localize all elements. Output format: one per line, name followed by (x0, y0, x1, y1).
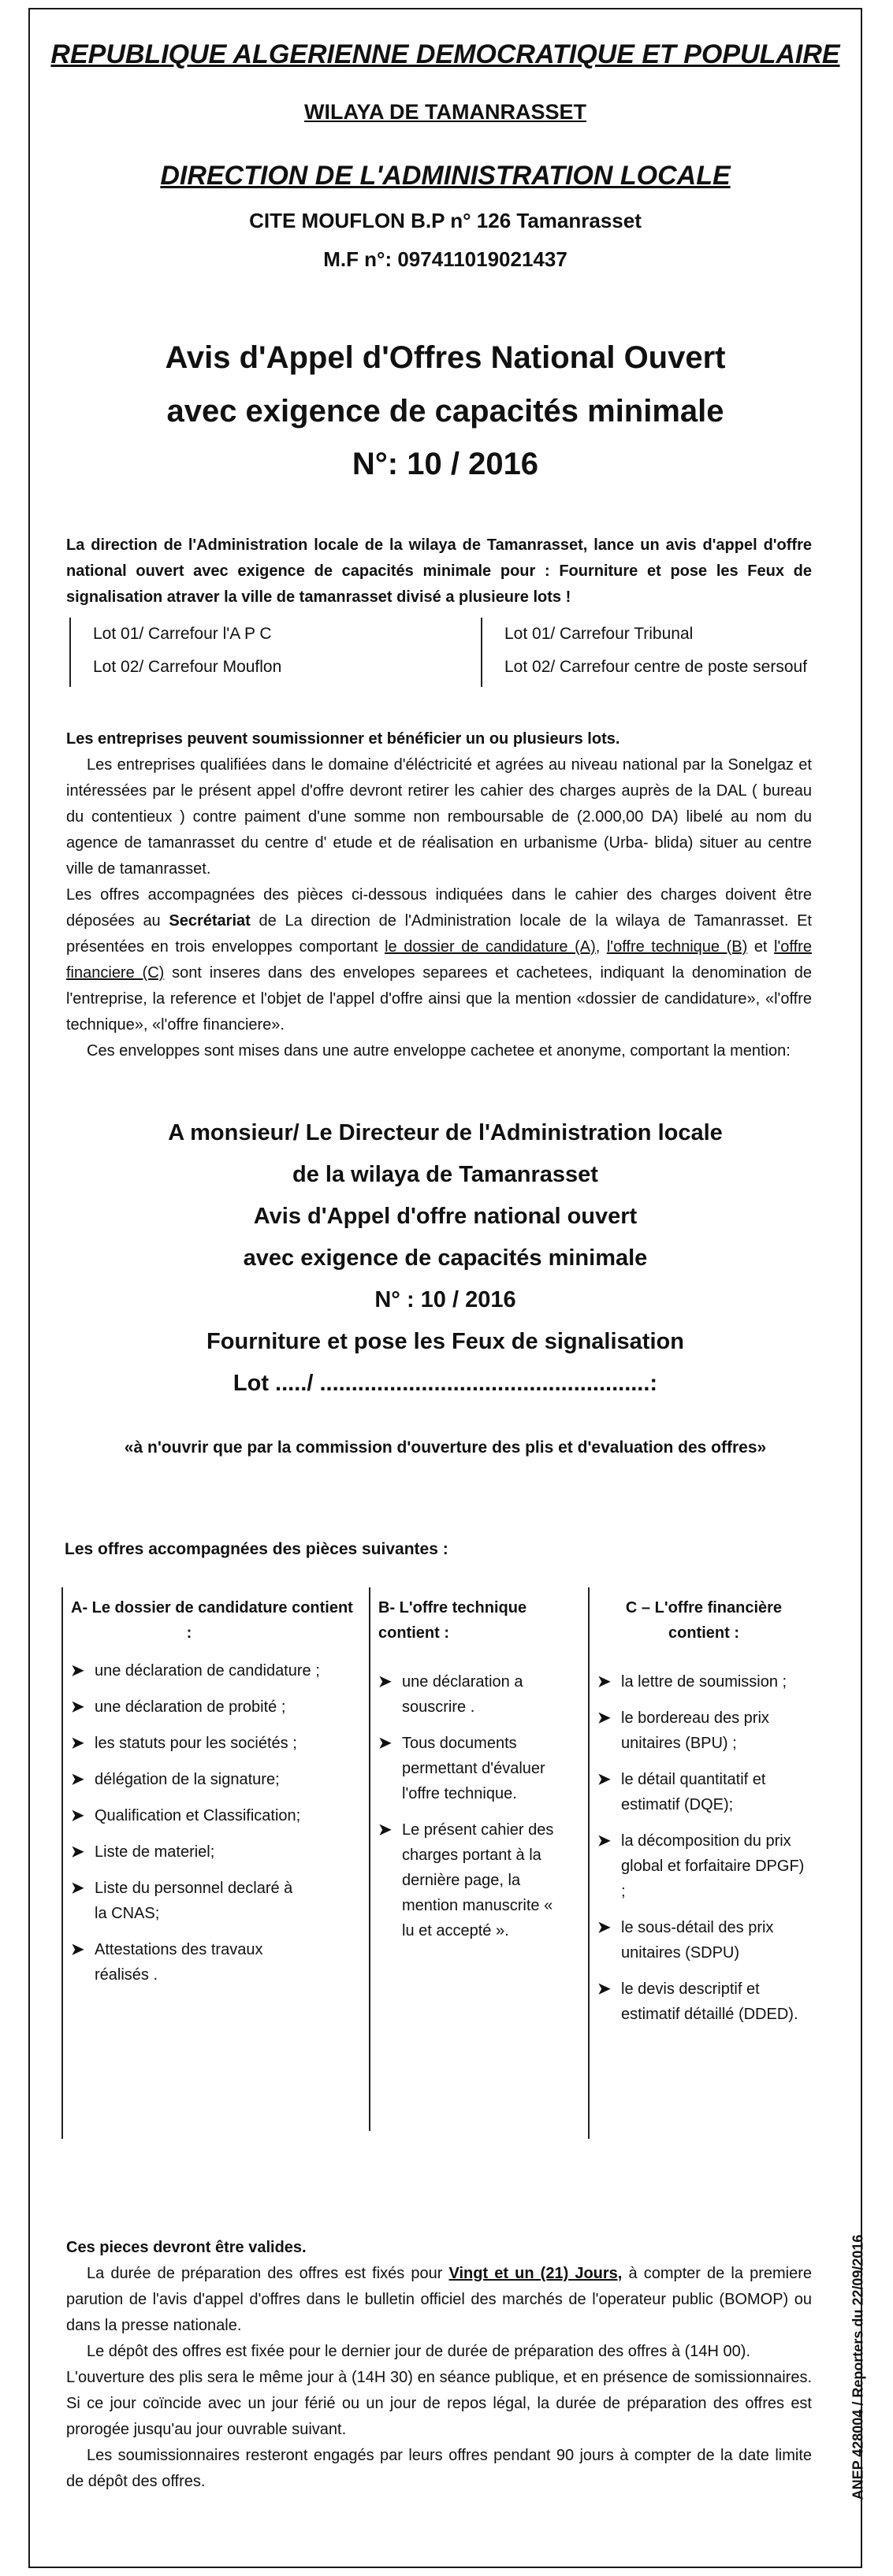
lot-item: Lot 02/ Carrefour centre de poste sersouf (504, 658, 808, 676)
arrow-bullet-icon: ➤ (597, 1771, 611, 1788)
column-a: A- Le dossier de candidature contient : ➤ une déclaration de candidature ; ➤ une déclaration de probité ; ➤ les statuts pour les sociétés ; ➤ délégation de la signature; ➤ Qualification et Classification; ➤ Liste de materiel; ➤ Liste du personnel declaré à la CNAS; ➤ Attestations des travaux réalisés . (71, 1595, 361, 1999)
list-item: ➤ une déclaration de candidature ; (71, 1658, 361, 1683)
side-note: ANEP 428004 / Reporters du 22/09/2016 (850, 2234, 866, 2500)
arrow-bullet-icon: ➤ (71, 1941, 84, 1958)
column-a-list (71, 1658, 361, 1988)
column-b-title: B- L'offre technique contient : (378, 1599, 527, 1642)
list-item: ➤ délégation de la signature; (71, 1767, 361, 1792)
lots-left (69, 618, 424, 687)
address-block-line: N° : 10 / 2016 (374, 1287, 516, 1312)
intro-paragraph (66, 533, 812, 611)
divider (61, 1587, 63, 2139)
notice-frame (28, 8, 862, 2568)
direction-heading: DIRECTION DE L'ADMINISTRATION LOCALE (160, 161, 731, 191)
republic-heading: REPUBLIQUE ALGERIENNE DEMOCRATIQUE ET POPULAIRE (50, 39, 840, 69)
intro-text: La direction de l'Administration locale de la wilaya de Tamanrasset, lance un avis d'appel d'offre national ouvert avec exigence de capacités minimale pour : Fourniture et pose les Feux de signalisation atraver la ville de tamanrasset divisé a plusieure lots ! (66, 536, 812, 606)
list-item: ➤ le sous-détail des prix unitaires (SDPU) (597, 1915, 802, 1965)
arrow-bullet-icon: ➤ (597, 1709, 611, 1727)
list-item: ➤ Liste de materiel; (71, 1839, 361, 1865)
notice-number: N°: 10 / 2016 (352, 447, 539, 481)
footer-block (66, 2235, 812, 2495)
arrow-bullet-icon: ➤ (597, 1832, 611, 1850)
address-block-line: Avis d'Appel d'offre national ouvert (253, 1204, 638, 1229)
column-b-list (378, 1669, 582, 1943)
arrow-bullet-icon: ➤ (71, 1807, 84, 1824)
address-block-line: Fourniture et pose les Feux de signalisation (207, 1329, 684, 1354)
divider (369, 1587, 370, 2131)
arrow-bullet-icon: ➤ (597, 1919, 611, 1936)
opening-paragraph: L'ouverture des plis sera le même jour à (14H 30) en séance publique, et en présence de somissionnaires. Si ce jour coïncide avec un jour férié ou un jour de repos légal, la durée de préparation des offres est prorogée jusqu'au jour ouvrable suivant. (66, 2369, 812, 2438)
eligibility-paragraph: Les entreprises qualifiées dans le domaine d'éléctricité et agrées au niveau national par la Sonelgaz et intéressées par le présent appel d'offre devront retirer les cahier des charges auprès de la DAL ( bureau du contentieux ) contre paiment d'une somme non remboursable de (2.000,00 DA) libelé au nom du agence de tamanrasset du centre d' etude et de réalisation en urbanisme (Urba- blida) situer au centre ville de tamanrasset. (66, 756, 812, 878)
list-item: ➤ la décomposition du prix global et forfaitaire DPGF) ; (597, 1828, 810, 1904)
column-c-list (597, 1669, 848, 2027)
mention-line: «à n'ouvrir que par la commission d'ouverture des plis et d'evaluation des offres» (124, 1438, 767, 1457)
list-item: ➤ le détail quantitatif et estimatif (DQE); (597, 1767, 802, 1817)
mf-line: M.F n°: 097411019021437 (323, 247, 567, 271)
engagement-paragraph: Les soumissionnaires resteront engagés par leurs offres pendant 90 jours à compter de la date limite de dépôt des offres. (66, 2447, 812, 2490)
list-item: ➤ Liste du personnel declaré à la CNAS; (71, 1876, 300, 1926)
lot-item: Lot 01/ Carrefour l'A P C (93, 625, 272, 643)
address-block-line: avec exigence de capacités minimale (243, 1245, 648, 1271)
envelope-b: l'offre technique (B) (606, 938, 748, 956)
arrow-bullet-icon: ➤ (71, 1771, 84, 1788)
arrow-bullet-icon: ➤ (597, 1980, 611, 1998)
list-item: ➤ les statuts pour les sociétés ; (71, 1731, 361, 1756)
arrow-bullet-icon: ➤ (597, 1673, 611, 1691)
arrow-bullet-icon: ➤ (71, 1843, 84, 1861)
arrow-bullet-icon: ➤ (378, 1673, 392, 1691)
wilaya-heading: WILAYA DE TAMANRASSET (303, 100, 587, 124)
notice-subtitle: avec exigence de capacités minimale (166, 394, 724, 429)
column-a-title: A- Le dossier de candidature contient (71, 1599, 353, 1616)
envelope-a: le dossier de candidature (A) (385, 938, 596, 956)
lots-list (61, 618, 850, 689)
lots-right (481, 618, 835, 687)
address-block-line: de la wilaya de Tamanrasset (292, 1162, 598, 1187)
arrow-bullet-icon: ➤ (71, 1662, 84, 1680)
column-b (378, 1595, 582, 1954)
lot-item: Lot 02/ Carrefour Mouflon (93, 658, 282, 676)
address-block-line: Lot ...../ ....................................................: (233, 1371, 658, 1396)
conditions-body (66, 726, 812, 1064)
pieces-grid (61, 1587, 856, 2139)
list-item: ➤ une déclaration a souscrire . (378, 1669, 560, 1720)
list-item: ➤ une déclaration de probité ; (71, 1694, 361, 1720)
duration-paragraph: La durée de préparation des offres est fixés pour Vingt et un (21) Jours, à compter de la premiere parution de l'avis d'appel d'offres dans le bulletin officiel des marchés de l'operateur public (BOMOP) ou dans la presse nationale. (66, 2265, 812, 2334)
list-item: ➤ le devis descriptif et estimatif détaillé (DDED). (597, 1977, 802, 2027)
arrow-bullet-icon: ➤ (71, 1735, 84, 1752)
list-item: ➤ Qualification et Classification; (71, 1803, 361, 1828)
arrow-bullet-icon: ➤ (71, 1698, 84, 1716)
list-item: ➤ Le présent cahier des charges portant à la dernière page, la mention manuscrite « lu et accepté ». (378, 1817, 567, 1943)
column-c-title: C – L'offre financière contient : (625, 1599, 783, 1642)
column-c (597, 1595, 848, 2038)
lot-item: Lot 01/ Carrefour Tribunal (504, 625, 694, 643)
notice-title: Avis d'Appel d'Offres National Ouvert (165, 340, 726, 375)
list-item: ➤ Attestations des travaux réalisés . (71, 1937, 300, 1988)
list-item: ➤ la lettre de soumission ; (597, 1669, 834, 1694)
divider (588, 1587, 590, 2139)
list-item: ➤ le bordereau des prix unitaires (BPU) ; (597, 1706, 802, 1756)
lots-note: Les entreprises peuvent soumissionner et bénéficier un ou plusieurs lots. (66, 730, 620, 748)
arrow-bullet-icon: ➤ (71, 1880, 84, 1897)
address-line: CITE MOUFLON B.P n° 126 Tamanrasset (249, 209, 642, 232)
deposit-paragraph: Le dépôt des offres est fixée pour le dernier jour de durée de préparation des offres à (14H 00). (87, 2343, 751, 2360)
address-block-line: A monsieur/ Le Directeur de l'Administration locale (168, 1120, 723, 1145)
submission-paragraph: Les offres accompagnées des pièces ci-dessous indiquées dans le cahier des charges doivent être déposées au Secrétariat de La direction de l'Administration locale de la wilaya de Tamanrasset. Et présentées en trois enveloppes comportant le dossier de candidature (A), l'offre technique (B) et l'offre financiere (C) sont inseres dans des envelopes separees et cachetees, indiquant la denomination de l'entreprise, la reference et l'objet de l'appel d'offre ainsi que la mention «dossier de candidature», «l'offre technique», «l'offre financiere». (66, 886, 812, 1034)
envelope-paragraph: Ces enveloppes sont mises dans une autre enveloppe cachetee et anonyme, comportant la mention: (87, 1042, 791, 1060)
arrow-bullet-icon: ➤ (378, 1821, 392, 1839)
arrow-bullet-icon: ➤ (378, 1735, 392, 1752)
list-item: ➤ Tous documents permettant d'évaluer l'offre technique. (378, 1731, 560, 1806)
validity-note: Ces pieces devront être valides. (66, 2239, 307, 2256)
envelope-c: l'offre financiere (C) (66, 938, 812, 982)
pieces-title: Les offres accompagnées des pièces suivantes : (65, 1540, 448, 1558)
